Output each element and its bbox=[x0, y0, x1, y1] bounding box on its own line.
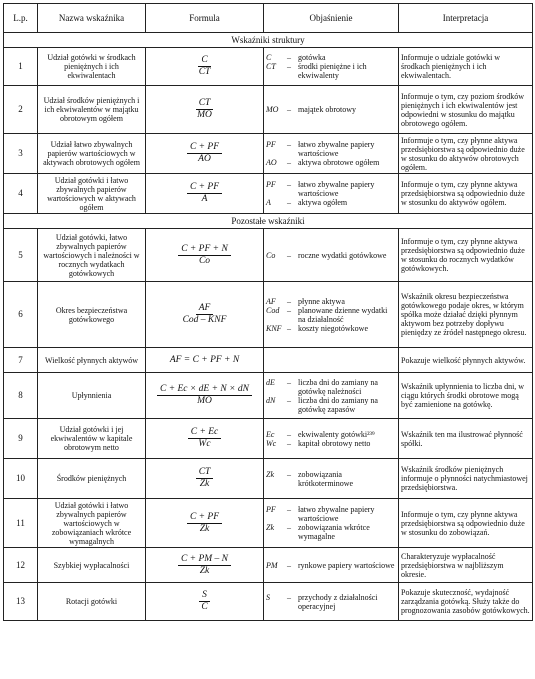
dash: – bbox=[287, 296, 291, 306]
description: środki pieniężne i ich ekwiwalenty bbox=[298, 62, 367, 80]
indicator-name: Udział gotówki, łatwo zbywalnych papierów wartościowych i należności w rocznych wydatkach gotówkowych bbox=[38, 229, 146, 282]
dash: – bbox=[287, 105, 291, 114]
description: przychody z działalności operacyjnej bbox=[298, 592, 378, 611]
indicator-name: Udział łatwo zbywalnych papierów wartościowych w aktywach obrotowych ogółem bbox=[38, 134, 146, 174]
symbol: Wc bbox=[266, 438, 277, 448]
fraction bbox=[178, 245, 231, 266]
dash: – bbox=[287, 438, 291, 448]
table-row bbox=[4, 373, 533, 419]
indicator-formula bbox=[146, 583, 264, 621]
indicator-explanation bbox=[264, 373, 399, 419]
description: liczba dni do zamiany na gotówkę zapasów bbox=[298, 395, 378, 414]
table-row bbox=[4, 48, 533, 86]
numerator: C + PF bbox=[187, 143, 222, 154]
indicator-explanation bbox=[264, 229, 399, 282]
symbol: PF bbox=[266, 505, 276, 514]
indicator-formula bbox=[146, 86, 264, 134]
symbol: dE bbox=[266, 377, 275, 387]
indicator-formula bbox=[146, 499, 264, 548]
symbol: C bbox=[266, 53, 272, 62]
description: aktywa ogółem bbox=[298, 198, 348, 207]
symbol: dN bbox=[266, 395, 276, 405]
explanation-line bbox=[266, 378, 396, 396]
indicator-explanation bbox=[264, 348, 399, 373]
indicator-name: Szybkiej wypłacalności bbox=[38, 548, 146, 583]
symbol: PF bbox=[266, 140, 276, 149]
table-row bbox=[4, 134, 533, 174]
indicator-name: Okres bezpieczeństwa gotówkowego bbox=[38, 282, 146, 348]
row-number: 4 bbox=[4, 174, 38, 214]
header-name: Nazwa wskaźnika bbox=[38, 4, 146, 33]
symbol: MO bbox=[266, 105, 279, 114]
denominator: Zk bbox=[199, 565, 210, 576]
description: liczba dni do zamiany na gotówkę należności bbox=[298, 377, 378, 396]
section-row bbox=[4, 214, 533, 229]
row-number: 12 bbox=[4, 548, 38, 583]
table-row bbox=[4, 459, 533, 499]
description: płynne aktywa bbox=[298, 296, 345, 306]
explanation-line bbox=[266, 396, 396, 414]
explanation-line bbox=[266, 158, 396, 167]
dash: – bbox=[287, 395, 291, 405]
denominator: Zk bbox=[199, 479, 210, 489]
explanation-line bbox=[266, 62, 396, 80]
indicator-interpretation: Informuje o tym, czy płynne aktywa przedsiębiorstwa są odpowiednio duże w stosunku do zobowiązań. bbox=[399, 499, 533, 548]
description: ekwiwalenty gotówki²³⁹ bbox=[298, 429, 375, 439]
description: kapitał obrotowy netto bbox=[298, 438, 371, 448]
denominator: Wc bbox=[198, 439, 211, 449]
indicator-name: Rotacji gotówki bbox=[38, 583, 146, 621]
symbol: AF bbox=[266, 296, 276, 306]
indicator-formula bbox=[146, 373, 264, 419]
row-number: 5 bbox=[4, 229, 38, 282]
row-number: 8 bbox=[4, 373, 38, 419]
indicator-interpretation: Pokazuje skuteczność, wydajność zarządzania gotówką. Służy także do prognozowania zasobów gotówkowych. bbox=[399, 583, 533, 621]
indicator-explanation bbox=[264, 499, 399, 548]
indicator-name: Udział gotówki w środkach pieniężnych i ich ekwiwalentach bbox=[38, 48, 146, 86]
explanation-line bbox=[266, 306, 396, 324]
fraction bbox=[196, 56, 214, 77]
indicator-formula bbox=[146, 419, 264, 459]
dash: – bbox=[287, 429, 291, 439]
explanation-line bbox=[266, 297, 396, 306]
numerator: CT bbox=[196, 468, 214, 479]
numerator: C bbox=[198, 56, 210, 67]
numerator: AF bbox=[196, 304, 214, 315]
numerator: C + Ec bbox=[188, 428, 222, 439]
indicator-explanation bbox=[264, 459, 399, 499]
fraction bbox=[187, 143, 222, 164]
description: koszty niegotówkowe bbox=[298, 323, 368, 333]
fraction bbox=[157, 385, 252, 406]
row-number: 7 bbox=[4, 348, 38, 373]
explanation-line bbox=[266, 105, 396, 114]
indicator-formula bbox=[146, 134, 264, 174]
indicator-explanation bbox=[264, 583, 399, 621]
indicator-name: Udział gotówki i łatwo zbywalnych papierów wartościowych w aktywach ogółem bbox=[38, 174, 146, 214]
explanation-line bbox=[266, 324, 396, 333]
dash: – bbox=[287, 250, 291, 260]
indicator-formula bbox=[146, 548, 264, 583]
row-number: 2 bbox=[4, 86, 38, 134]
numerator: C + PF bbox=[187, 183, 222, 194]
fraction bbox=[178, 555, 231, 576]
indicator-interpretation: Charakteryzuje wypłacalność przedsiębiorstwa w najbliższym okresie. bbox=[399, 548, 533, 583]
dash: – bbox=[287, 62, 291, 71]
dash: – bbox=[287, 198, 291, 207]
dash: – bbox=[287, 305, 291, 315]
indicator-interpretation: Informuje o tym, czy poziom środków pieniężnych i ich ekwiwalentów jest odpowiedni w stosunku do majątku obrotowego ogółem. bbox=[399, 86, 533, 134]
symbol: PF bbox=[266, 180, 276, 189]
description: łatwo zbywalne papiery wartościowe bbox=[298, 180, 375, 198]
indicator-interpretation: Informuje o tym, czy płynne aktywa przedsiębiorstwa są odpowiednio duże w stosunku do rocznych wydatków gotówkowych. bbox=[399, 229, 533, 282]
description: łatwo zbywalne papiery wartościowe bbox=[298, 140, 375, 158]
fraction bbox=[196, 468, 214, 489]
explanation-line bbox=[266, 180, 396, 198]
description: gotówka bbox=[298, 53, 326, 62]
explanation-line bbox=[266, 593, 396, 611]
indicator-name: Upłynnienia bbox=[38, 373, 146, 419]
row-number: 9 bbox=[4, 419, 38, 459]
indicator-name: Udział gotówki i łatwo zbywalnych papierów wartościowych w zobowiązaniach wkrótce wymagalnych bbox=[38, 499, 146, 548]
denominator: Cod – KNF bbox=[182, 315, 227, 325]
dash: – bbox=[287, 140, 291, 149]
description: roczne wydatki gotówkowe bbox=[298, 250, 387, 260]
explanation-line bbox=[266, 140, 396, 158]
row-number: 13 bbox=[4, 583, 38, 621]
fraction bbox=[194, 99, 215, 120]
indicators-table bbox=[3, 3, 533, 621]
indicator-formula bbox=[146, 459, 264, 499]
indicator-explanation bbox=[264, 134, 399, 174]
denominator: MO bbox=[197, 396, 212, 406]
section-title: Pozostałe wskaźniki bbox=[4, 214, 533, 229]
indicator-name: Udział środków pieniężnych i ich ekwiwalentów w majątku obrotowym ogółem bbox=[38, 86, 146, 134]
denominator: C bbox=[201, 602, 208, 612]
indicator-interpretation: Informuje o tym, czy płynne aktywa przedsiębiorstwa są odpowiednio duże w stosunku do aktywów ogółem. bbox=[399, 174, 533, 214]
description: zobowiązania krótkoterminowe bbox=[298, 469, 354, 488]
indicator-name: Wielkość płynnych aktywów bbox=[38, 348, 146, 373]
indicator-formula bbox=[146, 48, 264, 86]
header-row bbox=[4, 4, 533, 33]
table-row bbox=[4, 174, 533, 214]
explanation-line bbox=[266, 198, 396, 207]
dash: – bbox=[287, 158, 291, 167]
description: aktywa obrotowe ogółem bbox=[298, 158, 380, 167]
indicator-interpretation: Informuje o udziale gotówki w środkach pieniężnych i ich ekwiwalentach. bbox=[399, 48, 533, 86]
indicator-formula: AF = C + PF + N bbox=[146, 348, 264, 373]
symbol: Ec bbox=[266, 429, 275, 439]
numerator: C + PF + N bbox=[178, 245, 231, 256]
table-row bbox=[4, 229, 533, 282]
indicator-explanation bbox=[264, 282, 399, 348]
symbol: S bbox=[266, 592, 270, 602]
indicator-interpretation: Wskaźnik ten ma ilustrować płynność spółki. bbox=[399, 419, 533, 459]
dash: – bbox=[287, 53, 291, 62]
indicator-explanation bbox=[264, 86, 399, 134]
dash: – bbox=[287, 560, 291, 570]
symbol: Zk bbox=[266, 523, 274, 532]
indicator-explanation bbox=[264, 419, 399, 459]
fraction bbox=[187, 513, 222, 534]
dash: – bbox=[287, 323, 291, 333]
dash: – bbox=[287, 523, 291, 532]
fraction bbox=[180, 304, 230, 325]
dash: – bbox=[287, 592, 291, 602]
section-title: Wskaźniki struktury bbox=[4, 33, 533, 48]
symbol: KNF bbox=[266, 323, 282, 333]
header-formula: Formula bbox=[146, 4, 264, 33]
explanation-line bbox=[266, 251, 396, 260]
indicator-explanation bbox=[264, 174, 399, 214]
header-explanation: Objaśnienie bbox=[264, 4, 399, 33]
numerator: C + PM – N bbox=[178, 555, 231, 566]
indicator-interpretation: Wskaźnik okresu bezpieczeństwa gotówkowego podaje okres, w którym spółka może działać dzięki płynnym aktywom bez potrzeby dopływu pieniędzy ze źródeł następnego okresu. bbox=[399, 282, 533, 348]
explanation-line bbox=[266, 561, 396, 570]
dash: – bbox=[287, 505, 291, 514]
table-row bbox=[4, 86, 533, 134]
description: zobowiązania wkrótce wymagalne bbox=[298, 523, 370, 541]
description: planowane dzienne wydatki na działalność bbox=[298, 305, 388, 324]
explanation-line bbox=[266, 505, 396, 523]
header-lp: L.p. bbox=[4, 4, 38, 33]
dash: – bbox=[287, 180, 291, 189]
row-number: 1 bbox=[4, 48, 38, 86]
row-number: 3 bbox=[4, 134, 38, 174]
fraction bbox=[188, 428, 222, 449]
dash: – bbox=[287, 377, 291, 387]
numerator: CT bbox=[196, 99, 214, 110]
symbol: PM bbox=[266, 560, 278, 570]
dash: – bbox=[287, 469, 291, 479]
indicator-explanation bbox=[264, 48, 399, 86]
explanation-line bbox=[266, 470, 396, 488]
header-interpretation: Interpretacja bbox=[399, 4, 533, 33]
description: rynkowe papiery wartościowe bbox=[298, 560, 395, 570]
symbol: CT bbox=[266, 62, 276, 71]
table-row bbox=[4, 548, 533, 583]
indicator-formula bbox=[146, 229, 264, 282]
table-row bbox=[4, 348, 533, 373]
table-row bbox=[4, 583, 533, 621]
fraction bbox=[187, 183, 222, 204]
section-row bbox=[4, 33, 533, 48]
numerator: S bbox=[199, 591, 210, 602]
indicator-interpretation: Informuje o tym, czy płynne aktywa przedsiębiorstwa są odpowiednio duże w stosunku do aktywów obrotowych ogółem. bbox=[399, 134, 533, 174]
row-number: 11 bbox=[4, 499, 38, 548]
symbol: Co bbox=[266, 250, 276, 260]
explanation-line bbox=[266, 439, 396, 448]
table-row bbox=[4, 282, 533, 348]
row-number: 10 bbox=[4, 459, 38, 499]
row-number: 6 bbox=[4, 282, 38, 348]
explanation-line bbox=[266, 430, 396, 439]
denominator: Zk bbox=[199, 523, 210, 534]
indicator-interpretation: Pokazuje wielkość płynnych aktywów. bbox=[399, 348, 533, 373]
symbol: A bbox=[266, 198, 271, 207]
symbol: Cod bbox=[266, 305, 280, 315]
indicator-interpretation: Wskaźnik środków pieniężnych informuje o płynności natychmiastowej przedsiębiorstwa. bbox=[399, 459, 533, 499]
fraction bbox=[198, 591, 210, 612]
denominator: MO bbox=[197, 110, 212, 120]
symbol: Zk bbox=[266, 469, 274, 479]
explanation-line bbox=[266, 523, 396, 541]
denominator: CT bbox=[198, 67, 211, 77]
indicator-formula bbox=[146, 174, 264, 214]
indicator-name: Udział gotówki i jej ekwiwalentów w kapitale obrotowym netto bbox=[38, 419, 146, 459]
symbol: AO bbox=[266, 158, 277, 167]
denominator: Co bbox=[198, 255, 211, 266]
numerator: C + Ec × dE + N × dN bbox=[157, 385, 252, 396]
indicator-interpretation: Wskaźnik upłynnienia to liczba dni, w ciągu których środki obrotowe mogą być zamienione na gotówkę. bbox=[399, 373, 533, 419]
explanation-line bbox=[266, 53, 396, 62]
description: majątek obrotowy bbox=[298, 105, 356, 114]
indicator-name: Środków pieniężnych bbox=[38, 459, 146, 499]
indicator-formula bbox=[146, 282, 264, 348]
denominator: AO bbox=[198, 154, 211, 164]
description: łatwo zbywalne papiery wartościowe bbox=[298, 505, 375, 523]
numerator: C + PF bbox=[187, 513, 222, 524]
table-row bbox=[4, 419, 533, 459]
table-row bbox=[4, 499, 533, 548]
indicator-explanation bbox=[264, 548, 399, 583]
denominator: A bbox=[201, 194, 208, 204]
